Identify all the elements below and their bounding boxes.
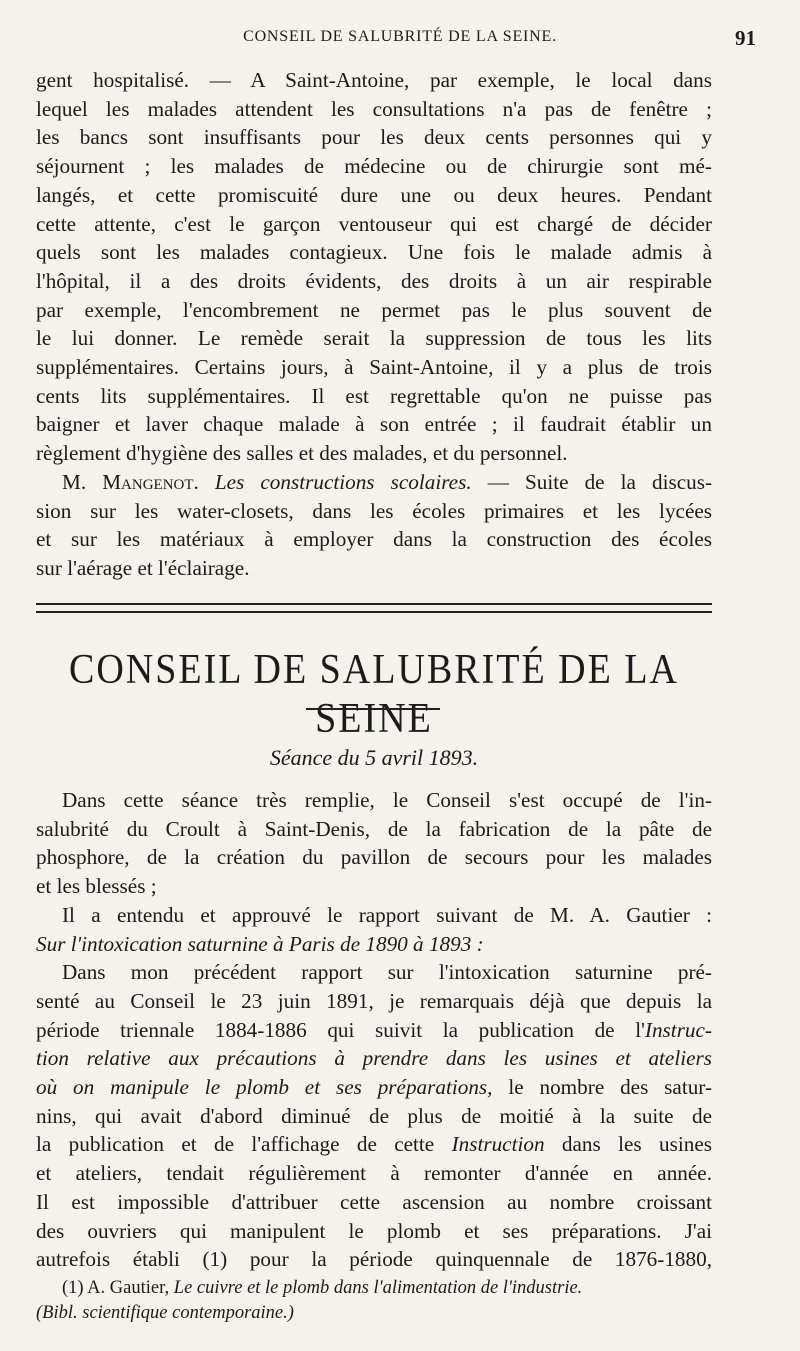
text-line: phosphore, de la création du pavillon de secours pour les malades — [36, 845, 712, 870]
title-rule — [306, 708, 440, 710]
text-line: sur l'aérage et l'éclairage. — [36, 555, 250, 580]
text-line: et les blessés ; — [36, 874, 157, 899]
section-title: CONSEIL DE SALUBRITÉ DE LA SEINE — [69, 645, 679, 743]
report-title: Sur l'intoxication saturnine à Paris de 1890 à 1893 : — [36, 931, 484, 956]
footnote-line: (Bibl. scientifique contemporaine.) — [36, 1303, 294, 1323]
text-line: où on manipule le plomb et ses préparations, le nombre des satur- — [36, 1075, 712, 1100]
text-line: le lui donner. Le remède serait la suppression de tous les lits — [36, 326, 712, 351]
text-line: salubrité du Croult à Saint-Denis, de la fabrication de la pâte de — [36, 816, 712, 841]
text-line: quels sont les malades contagieux. Une fois le malade admis à — [36, 240, 712, 265]
text-line: baigner et laver chaque malade à son entrée ; il faudrait établir un — [36, 412, 712, 437]
session-body — [36, 786, 712, 1274]
text-line: la publication et de l'affichage de cette Instruction dans les usines — [36, 1132, 712, 1157]
text-line: et ateliers, tendait régulièrement à remonter d'année en année. — [36, 1161, 712, 1186]
text-line: des ouvriers qui manipulent le plomb et ses préparations. J'ai — [36, 1218, 712, 1243]
section-divider — [36, 603, 712, 613]
continued-paragraph — [36, 66, 712, 583]
page-number: 91 — [735, 26, 756, 50]
text-line: gent hospitalisé. — A Saint-Antoine, par exemple, le local dans — [36, 68, 712, 92]
text-line: séjournent ; les malades de médecine ou de chirurgie sont mé- — [36, 154, 712, 179]
session-date: Séance du 5 avril 1893. — [269, 745, 479, 770]
text-line: Dans cette séance très remplie, le Conseil s'est occupé de l'in- — [62, 788, 712, 812]
text-line: Il a entendu et approuvé le rapport suivant de M. A. Gautier : — [62, 902, 712, 927]
mangenot-line: M. Mangenot. Les constructions scolaires. — Suite de la discus- — [62, 469, 712, 494]
text-line: et sur les matériaux à employer dans la construction des écoles — [36, 527, 712, 552]
running-head — [36, 28, 764, 58]
text-line: l'hôpital, il a des droits évidents, des droits à un air respirable — [36, 268, 712, 293]
text-line: Il est impossible d'attribuer cette ascension au nombre croissant — [36, 1189, 712, 1214]
text-line: cents lits supplémentaires. Il est regrettable qu'on ne puisse pas — [36, 383, 712, 408]
text-line: période triennale 1884-1886 qui suivit la publication de l'Instruc- — [36, 1017, 712, 1042]
text-line: senté au Conseil le 23 juin 1891, je remarquais déjà que depuis la — [36, 988, 712, 1013]
mangenot-title: Les constructions scolaires. — [214, 469, 472, 494]
text-line: par exemple, l'encombrement ne permet pas le plus souvent de — [36, 297, 712, 322]
footnote — [36, 1276, 712, 1326]
text-line: les bancs sont insuffisants pour les deux cents personnes qui y — [36, 125, 712, 150]
text-line: supplémentaires. Certains jours, à Saint-Antoine, il y a plus de trois — [36, 355, 712, 380]
text-line: règlement d'hygiène des salles et des malades, et du personnel. — [36, 441, 568, 466]
speaker-name: M. Mangenot. — [62, 469, 199, 494]
text-line: lequel les malades attendent les consultations n'a pas de fenêtre ; — [36, 96, 712, 121]
text-line: Dans mon précédent rapport sur l'intoxication saturnine pré- — [62, 960, 712, 985]
text-line: nins, qui avait d'abord diminué de plus de moitié à la suite de — [36, 1103, 712, 1128]
text-line: tion relative aux précautions à prendre dans les usines et ateliers — [36, 1046, 712, 1071]
text-line: langés, et cette promiscuité dure une ou deux heures. Pendant — [36, 182, 712, 207]
text-line: cette attente, c'est le garçon ventouseur qui est chargé de décider — [36, 211, 712, 236]
running-title: CONSEIL DE SALUBRITÉ DE LA SEINE. — [243, 28, 557, 45]
footnote-line: (1) A. Gautier, Le cuivre et le plomb dans l'alimentation de l'industrie. — [62, 1278, 583, 1298]
text-line: sion sur les water-closets, dans les écoles primaires et les lycées — [36, 498, 712, 523]
text-line: autrefois établi (1) pour la période quinquennale de 1876-1880, — [36, 1247, 712, 1272]
